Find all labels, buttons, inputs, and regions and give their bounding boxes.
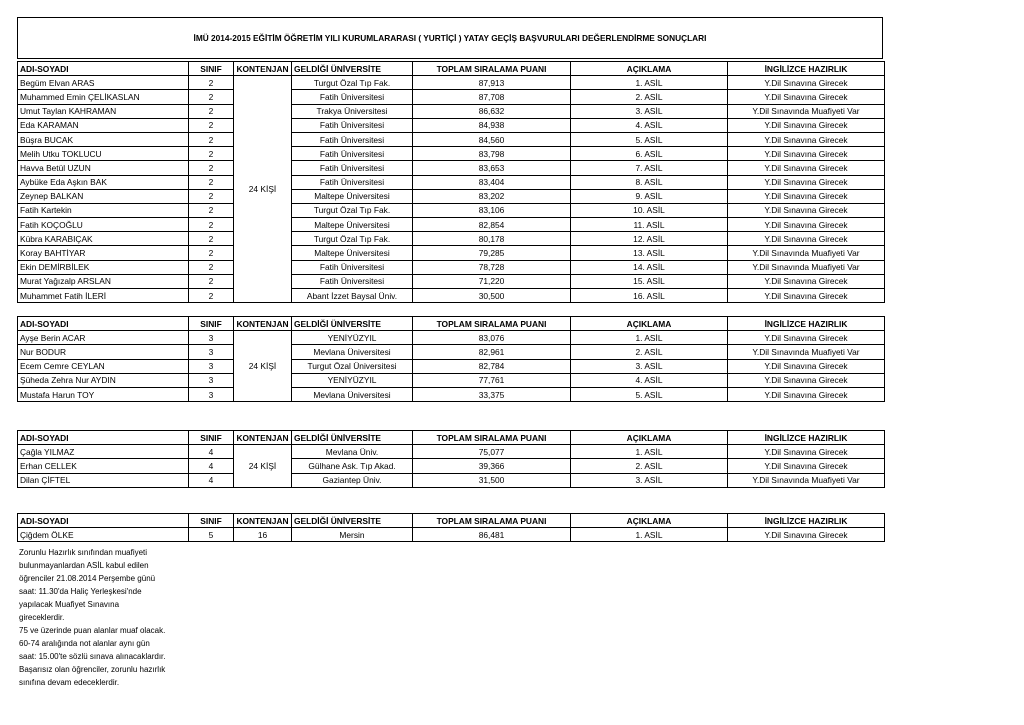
cell-score: 86,481 [413, 528, 571, 542]
cell-class: 2 [189, 118, 234, 132]
cell-result: 1. ASİL [571, 331, 728, 345]
cell-result: 8. ASİL [571, 175, 728, 189]
cell-result: 5. ASİL [571, 387, 728, 401]
table-row [18, 260, 885, 274]
table-row [18, 246, 885, 260]
cell-university: Maltepe Üniversitesi [292, 189, 413, 203]
header-score: TOPLAM SIRALAMA PUANI [413, 514, 571, 528]
cell-name: Muhammed Emin ÇELİKASLAN [18, 90, 189, 104]
cell-university: Fatih Üniversitesi [292, 118, 413, 132]
cell-result: 1. ASİL [571, 445, 728, 459]
cell-english: Y.Dil Sınavına Girecek [728, 232, 885, 246]
cell-university: Maltepe Üniversitesi [292, 246, 413, 260]
cell-name: Begüm Elvan ARAS [18, 76, 189, 90]
header-university: GELDİĞİ ÜNİVERSİTE [292, 431, 413, 445]
cell-name: Nur BODUR [18, 345, 189, 359]
cell-english: Y.Dil Sınavına Girecek [728, 189, 885, 203]
table-row [18, 189, 885, 203]
table-header-row [18, 514, 885, 528]
table-row [18, 289, 885, 303]
cell-class: 2 [189, 175, 234, 189]
cell-score: 78,728 [413, 260, 571, 274]
header-result: AÇIKLAMA [571, 62, 728, 76]
cell-name: Şüheda Zehra Nur AYDIN [18, 373, 189, 387]
cell-class: 4 [189, 459, 234, 473]
cell-result: 12. ASİL [571, 232, 728, 246]
cell-result: 14. ASİL [571, 260, 728, 274]
note-line: saat: 15.00'te sözlü sınava alınacaklardır. [19, 652, 166, 661]
cell-english: Y.Dil Sınavına Girecek [728, 76, 885, 90]
table-row [18, 445, 885, 459]
note-line: yapılacak Muafiyet Sınavına [19, 600, 120, 609]
cell-score: 77,761 [413, 373, 571, 387]
quota-cell: 24 KİŞİ [234, 331, 292, 402]
header-quota: KONTENJAN [234, 317, 292, 331]
quota-cell: 24 KİŞİ [234, 445, 292, 488]
header-class: SINIF [189, 62, 234, 76]
cell-university: Turgut Özal Üniversitesi [292, 359, 413, 373]
cell-university: Fatih Üniversitesi [292, 260, 413, 274]
header-quota: KONTENJAN [234, 431, 292, 445]
cell-score: 86,632 [413, 104, 571, 118]
cell-university: Trakya Üniversitesi [292, 104, 413, 118]
cell-class: 5 [189, 528, 234, 542]
cell-name: Erhan CELLEK [18, 459, 189, 473]
cell-university: Turgut Özal Tıp Fak. [292, 203, 413, 217]
cell-result: 15. ASİL [571, 274, 728, 288]
table-row [18, 90, 885, 104]
cell-class: 2 [189, 161, 234, 175]
results-table-3 [17, 430, 885, 488]
cell-score: 87,708 [413, 90, 571, 104]
cell-university: Mevlana Üniversitesi [292, 387, 413, 401]
document-title: İMÜ 2014-2015 EĞİTİM ÖĞRETİM YILI KURUMLARARASI ( YURTİÇİ ) YATAY GEÇİŞ BAŞVURULARI DEĞERLENDİRME SONUÇLARI [17, 17, 883, 59]
cell-english: Y.Dil Sınavına Girecek [728, 359, 885, 373]
table-header-row [18, 62, 885, 76]
cell-name: Umut Taylan KAHRAMAN [18, 104, 189, 118]
header-class: SINIF [189, 317, 234, 331]
cell-class: 2 [189, 289, 234, 303]
header-result: AÇIKLAMA [571, 431, 728, 445]
cell-class: 2 [189, 189, 234, 203]
table-row [18, 274, 885, 288]
cell-class: 4 [189, 445, 234, 459]
header-result: AÇIKLAMA [571, 514, 728, 528]
note-line: 75 ve üzerinde puan alanlar muaf olacak. [19, 626, 166, 635]
cell-score: 80,178 [413, 232, 571, 246]
cell-score: 84,560 [413, 132, 571, 146]
header-university: GELDİĞİ ÜNİVERSİTE [292, 317, 413, 331]
cell-class: 2 [189, 218, 234, 232]
cell-result: 1. ASİL [571, 528, 728, 542]
note-line: öğrenciler 21.08.2014 Perşembe günü [19, 574, 156, 583]
header-result: AÇIKLAMA [571, 317, 728, 331]
quota-cell: 16 [234, 528, 292, 542]
table-row [18, 459, 885, 473]
cell-result: 2. ASİL [571, 90, 728, 104]
cell-university: Mevlana Üniversitesi [292, 345, 413, 359]
header-class: SINIF [189, 431, 234, 445]
table-header-row [18, 317, 885, 331]
cell-university: Gaziantep Üniv. [292, 473, 413, 487]
cell-english: Y.Dil Sınavına Girecek [728, 274, 885, 288]
header-name: ADI-SOYADI [18, 431, 189, 445]
cell-result: 2. ASİL [571, 459, 728, 473]
cell-result: 3. ASİL [571, 359, 728, 373]
cell-score: 83,653 [413, 161, 571, 175]
cell-name: Fatih KOÇOĞLU [18, 218, 189, 232]
header-quota: KONTENJAN [234, 62, 292, 76]
cell-university: Fatih Üniversitesi [292, 132, 413, 146]
cell-score: 75,077 [413, 445, 571, 459]
cell-score: 30,500 [413, 289, 571, 303]
cell-class: 2 [189, 147, 234, 161]
table-row [18, 218, 885, 232]
cell-name: Eda KARAMAN [18, 118, 189, 132]
cell-english: Y.Dil Sınavında Muafiyeti Var [728, 246, 885, 260]
table-row [18, 118, 885, 132]
table-row [18, 359, 885, 373]
cell-class: 3 [189, 345, 234, 359]
cell-english: Y.Dil Sınavında Muafiyeti Var [728, 345, 885, 359]
cell-university: Mersin [292, 528, 413, 542]
table-row [18, 473, 885, 487]
cell-result: 5. ASİL [571, 132, 728, 146]
cell-english: Y.Dil Sınavına Girecek [728, 387, 885, 401]
cell-university: YENİYÜZYIL [292, 373, 413, 387]
cell-score: 83,202 [413, 189, 571, 203]
cell-university: Fatih Üniversitesi [292, 274, 413, 288]
header-score: TOPLAM SIRALAMA PUANI [413, 317, 571, 331]
table-row [18, 147, 885, 161]
cell-name: Fatih Kartekin [18, 203, 189, 217]
header-english: İNGİLİZCE HAZIRLIK [728, 62, 885, 76]
cell-university: Maltepe Üniversitesi [292, 218, 413, 232]
table-row [18, 76, 885, 90]
cell-english: Y.Dil Sınavına Girecek [728, 373, 885, 387]
cell-english: Y.Dil Sınavına Girecek [728, 289, 885, 303]
cell-result: 4. ASİL [571, 373, 728, 387]
cell-name: Koray BAHTİYAR [18, 246, 189, 260]
cell-english: Y.Dil Sınavına Girecek [728, 331, 885, 345]
cell-english: Y.Dil Sınavında Muafiyeti Var [728, 260, 885, 274]
cell-name: Çiğdem ÖLKE [18, 528, 189, 542]
note-line: Başarısız olan öğrenciler, zorunlu hazırlık [19, 665, 166, 674]
cell-score: 84,938 [413, 118, 571, 132]
cell-class: 2 [189, 274, 234, 288]
cell-class: 2 [189, 203, 234, 217]
cell-university: YENİYÜZYIL [292, 331, 413, 345]
header-quota: KONTENJAN [234, 514, 292, 528]
cell-score: 82,784 [413, 359, 571, 373]
cell-result: 3. ASİL [571, 104, 728, 118]
cell-class: 2 [189, 260, 234, 274]
cell-name: Dilan ÇİFTEL [18, 473, 189, 487]
table-row [18, 345, 885, 359]
cell-score: 87,913 [413, 76, 571, 90]
cell-result: 4. ASİL [571, 118, 728, 132]
cell-result: 1. ASİL [571, 76, 728, 90]
cell-score: 79,285 [413, 246, 571, 260]
note-line: saat: 11.30'da Haliç Yerleşkesi'nde [19, 587, 142, 596]
cell-university: Turgut Özal Tıp Fak. [292, 76, 413, 90]
header-name: ADI-SOYADI [18, 62, 189, 76]
cell-name: Ayşe Berin ACAR [18, 331, 189, 345]
cell-score: 39,366 [413, 459, 571, 473]
cell-name: Muhammet Fatih İLERİ [18, 289, 189, 303]
cell-university: Gülhane Ask. Tıp Akad. [292, 459, 413, 473]
table-row [18, 387, 885, 401]
cell-class: 2 [189, 132, 234, 146]
table-row [18, 104, 885, 118]
cell-result: 9. ASİL [571, 189, 728, 203]
table-row [18, 528, 885, 542]
cell-score: 82,854 [413, 218, 571, 232]
table-row [18, 161, 885, 175]
cell-english: Y.Dil Sınavına Girecek [728, 218, 885, 232]
cell-result: 10. ASİL [571, 203, 728, 217]
cell-name: Murat Yağızalp ARSLAN [18, 274, 189, 288]
cell-name: Çağla YILMAZ [18, 445, 189, 459]
cell-name: Zeynep BALKAN [18, 189, 189, 203]
cell-result: 13. ASİL [571, 246, 728, 260]
cell-name: Melih Utku TOKLUCU [18, 147, 189, 161]
cell-score: 33,375 [413, 387, 571, 401]
note-line: gireceklerdir. [19, 613, 65, 622]
header-score: TOPLAM SIRALAMA PUANI [413, 431, 571, 445]
cell-english: Y.Dil Sınavına Girecek [728, 445, 885, 459]
header-class: SINIF [189, 514, 234, 528]
cell-class: 4 [189, 473, 234, 487]
note-line: Zorunlu Hazırlık sınıfından muafiyeti [19, 548, 148, 557]
header-university: GELDİĞİ ÜNİVERSİTE [292, 514, 413, 528]
cell-class: 2 [189, 90, 234, 104]
cell-class: 3 [189, 373, 234, 387]
cell-score: 83,798 [413, 147, 571, 161]
cell-score: 71,220 [413, 274, 571, 288]
cell-english: Y.Dil Sınavına Girecek [728, 203, 885, 217]
cell-university: Fatih Üniversitesi [292, 175, 413, 189]
table-header-row [18, 431, 885, 445]
cell-english: Y.Dil Sınavına Girecek [728, 132, 885, 146]
table-row [18, 373, 885, 387]
header-name: ADI-SOYADI [18, 317, 189, 331]
cell-result: 2. ASİL [571, 345, 728, 359]
cell-result: 3. ASİL [571, 473, 728, 487]
cell-name: Aybüke Eda Aşkın BAK [18, 175, 189, 189]
table-row [18, 132, 885, 146]
header-english: İNGİLİZCE HAZIRLIK [728, 514, 885, 528]
cell-english: Y.Dil Sınavına Girecek [728, 147, 885, 161]
cell-score: 31,500 [413, 473, 571, 487]
note-line: 60-74 aralığında not alanlar aynı gün [19, 639, 150, 648]
cell-class: 2 [189, 104, 234, 118]
cell-english: Y.Dil Sınavında Muafiyeti Var [728, 473, 885, 487]
cell-name: Ecem Cemre CEYLAN [18, 359, 189, 373]
cell-score: 83,076 [413, 331, 571, 345]
cell-english: Y.Dil Sınavına Girecek [728, 90, 885, 104]
header-english: İNGİLİZCE HAZIRLIK [728, 431, 885, 445]
table-row [18, 331, 885, 345]
cell-class: 2 [189, 246, 234, 260]
table-row [18, 232, 885, 246]
cell-english: Y.Dil Sınavında Muafiyeti Var [728, 104, 885, 118]
cell-university: Fatih Üniversitesi [292, 147, 413, 161]
cell-class: 2 [189, 232, 234, 246]
cell-university: Turgut Özal Tıp Fak. [292, 232, 413, 246]
header-university: GELDİĞİ ÜNİVERSİTE [292, 62, 413, 76]
cell-name: Mustafa Harun TOY [18, 387, 189, 401]
cell-class: 2 [189, 76, 234, 90]
cell-university: Fatih Üniversitesi [292, 90, 413, 104]
cell-score: 83,106 [413, 203, 571, 217]
cell-english: Y.Dil Sınavına Girecek [728, 528, 885, 542]
cell-university: Fatih Üniversitesi [292, 161, 413, 175]
cell-result: 16. ASİL [571, 289, 728, 303]
cell-name: Kübra KARABIÇAK [18, 232, 189, 246]
cell-name: Ekin DEMİRBİLEK [18, 260, 189, 274]
cell-english: Y.Dil Sınavına Girecek [728, 161, 885, 175]
header-english: İNGİLİZCE HAZIRLIK [728, 317, 885, 331]
header-name: ADI-SOYADI [18, 514, 189, 528]
quota-cell: 24 KİŞİ [234, 76, 292, 303]
cell-class: 3 [189, 387, 234, 401]
results-table-2 [17, 316, 885, 402]
cell-result: 6. ASİL [571, 147, 728, 161]
cell-class: 3 [189, 331, 234, 345]
note-line: bulunmayanlardan ASİL kabul edilen [19, 561, 149, 570]
exam-note [19, 546, 194, 689]
cell-english: Y.Dil Sınavına Girecek [728, 175, 885, 189]
cell-name: Havva Betül UZUN [18, 161, 189, 175]
cell-score: 83,404 [413, 175, 571, 189]
cell-university: Mevlana Üniv. [292, 445, 413, 459]
table-row [18, 175, 885, 189]
cell-english: Y.Dil Sınavına Girecek [728, 459, 885, 473]
results-table-4 [17, 513, 885, 542]
note-line: sınıfına devam edeceklerdir. [19, 678, 120, 687]
results-table-1 [17, 61, 885, 303]
cell-english: Y.Dil Sınavına Girecek [728, 118, 885, 132]
cell-university: Abant İzzet Baysal Üniv. [292, 289, 413, 303]
cell-result: 11. ASİL [571, 218, 728, 232]
table-row [18, 203, 885, 217]
cell-name: Büşra BUCAK [18, 132, 189, 146]
cell-score: 82,961 [413, 345, 571, 359]
header-score: TOPLAM SIRALAMA PUANI [413, 62, 571, 76]
cell-result: 7. ASİL [571, 161, 728, 175]
cell-class: 3 [189, 359, 234, 373]
